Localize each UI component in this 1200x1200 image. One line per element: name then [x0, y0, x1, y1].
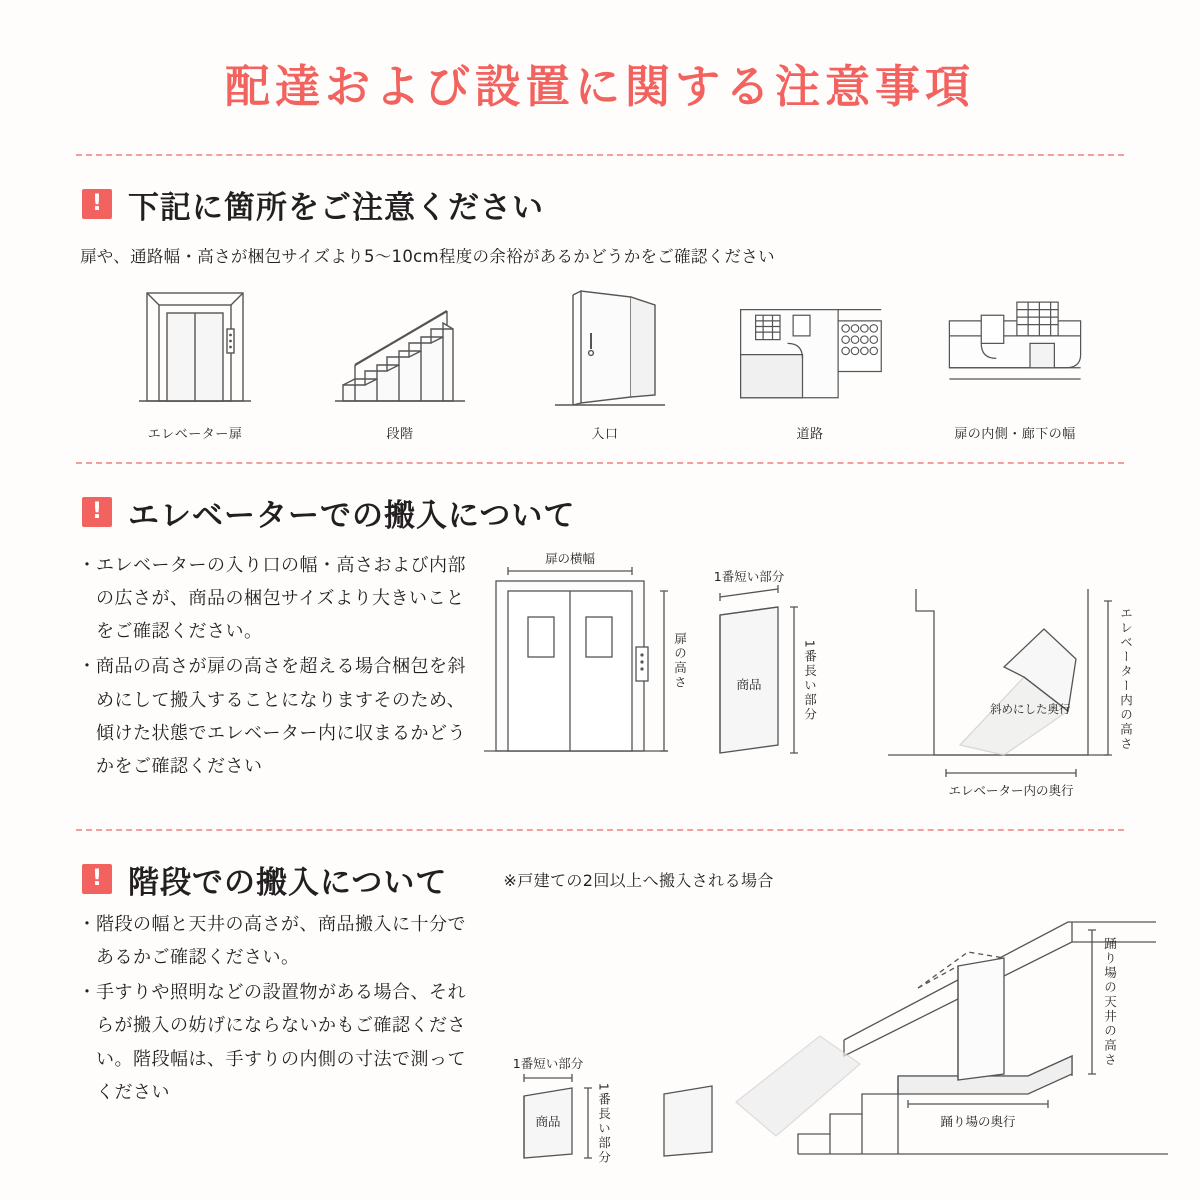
corridor-width-icon — [940, 283, 1090, 413]
section-header-elevator — [0, 490, 1200, 535]
elevator-diagram — [468, 549, 1200, 809]
list-item — [78, 549, 468, 649]
section-body-elevator — [0, 549, 1200, 809]
svg-text:扉の横幅: 扉の横幅 — [544, 550, 596, 566]
list-item — [78, 908, 468, 975]
svg-text:商品: 商品 — [535, 1113, 561, 1129]
icon-cell-stairs — [325, 283, 475, 442]
section-header-caution — [0, 182, 1200, 227]
svg-text:扉の高さ: 扉の高さ — [672, 631, 688, 690]
elevator-icon — [120, 283, 270, 413]
divider-1 — [76, 154, 1124, 156]
svg-text:1番長い部分: 1番長い部分 — [596, 1082, 612, 1165]
bullet-list-stairs — [78, 908, 468, 1178]
list-item — [78, 650, 468, 783]
svg-text:踊り場の天井の高さ: 踊り場の天井の高さ — [1102, 936, 1118, 1067]
section-subtext-caution: 扉や、通路幅・高さが梱包サイズより5〜10cm程度の余裕があるかどうかをご確認ください — [80, 246, 775, 266]
bullet-dot: ・ — [78, 913, 97, 935]
bullet-list-elevator — [78, 549, 468, 809]
svg-text:エレベーター内の奥行: エレベーター内の奥行 — [948, 782, 1074, 798]
stairs-diagram — [468, 908, 1200, 1178]
svg-text:1番短い部分: 1番短い部分 — [512, 1055, 584, 1071]
section-body-stairs — [0, 908, 1200, 1178]
bullet-dot: ・ — [78, 982, 97, 1004]
icon-caption-entrance: 入口 — [591, 426, 619, 442]
bullet-text: 手すりや照明などの設置物がある場合、それらが搬入の妨げにならないかもご確認ください。階段幅は、手すりの内側の寸法で測ってください — [96, 982, 466, 1103]
exclamation-icon: ! — [82, 497, 112, 527]
svg-text:1番長い部分: 1番長い部分 — [802, 639, 818, 722]
entrance-door-icon — [530, 283, 680, 413]
road-icon — [735, 283, 885, 413]
divider-3 — [76, 829, 1124, 831]
bullet-text: 商品の高さが扉の高さを超える場合梱包を斜めにして搬入することになりますそのため、傾けた状態でエレベーター内に収まるかどうかをご確認ください — [96, 656, 466, 778]
icon-caption-stairs: 段階 — [386, 426, 414, 442]
page-title: 配達および設置に関する注意事項 — [224, 60, 975, 113]
icon-caption-elevator: エレベーター扉 — [147, 426, 243, 442]
stairs-icon — [325, 283, 475, 413]
exclamation-icon: ! — [82, 189, 112, 219]
exclamation-icon: ! — [82, 864, 112, 894]
bullet-dot: ・ — [78, 554, 97, 576]
icon-cell-corridor — [940, 283, 1090, 442]
stairs-note: ※戸建ての2回以上へ搬入される場合 — [503, 870, 774, 890]
icon-caption-corridor: 扉の内側・廊下の幅 — [954, 426, 1076, 442]
bullet-text: 階段の幅と天井の高さが、商品搬入に十分であるかご確認ください。 — [96, 913, 466, 968]
icon-row — [0, 267, 1200, 442]
bullet-text: エレベーターの入り口の幅・高さおよび内部の広さが、商品の梱包サイズより大きいことをご確認ください。 — [96, 554, 466, 643]
svg-text:1番短い部分: 1番短い部分 — [713, 568, 785, 584]
icon-cell-elevator — [120, 283, 270, 442]
svg-text:エレベーター内の高さ: エレベーター内の高さ — [1118, 606, 1134, 751]
svg-text:斜めにした奥行: 斜めにした奥行 — [990, 701, 1071, 716]
section-title-caution: 下記に箇所をご注意ください — [128, 189, 544, 226]
icon-cell-entrance — [530, 283, 680, 442]
divider-2 — [76, 462, 1124, 464]
section-title-stairs: 階段での搬入について — [128, 864, 448, 901]
section-title-elevator: エレベーターでの搬入について — [128, 497, 576, 534]
list-item — [78, 976, 468, 1109]
icon-caption-road: 道路 — [796, 426, 824, 442]
bullet-dot: ・ — [78, 656, 97, 678]
svg-text:商品: 商品 — [736, 676, 762, 692]
svg-text:踊り場の奥行: 踊り場の奥行 — [940, 1113, 1016, 1129]
icon-cell-road — [735, 283, 885, 442]
section-header-stairs — [0, 857, 1200, 902]
